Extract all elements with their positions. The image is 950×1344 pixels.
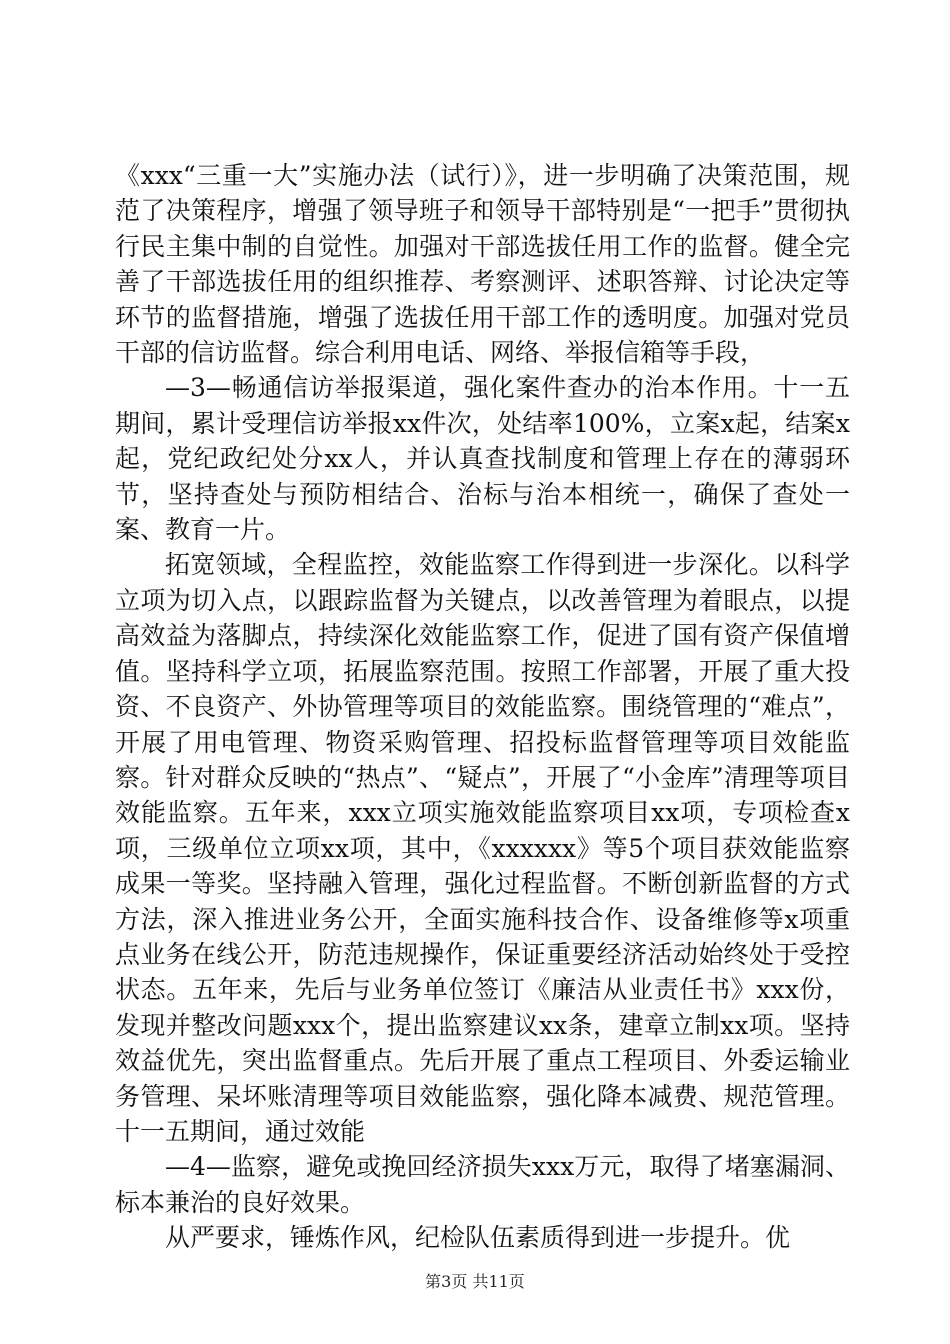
paragraph-2: —3—畅通信访举报渠道，强化案件查办的治本作用。十一五期间，累计受理信访举报xx件次，处结率100%，立案x起，结案x起，党纪政纪处分xx人，并认真查找制度和管理上存在的薄弱环节，坚持查处与预防相结合、治标与治本相统一，确保了查处一案、教育一片。 (115, 373, 850, 545)
paragraph-1: 《xxx“三重一大”实施办法（试行）》，进一步明确了决策范围，规范了决策程序，增强了领导班子和领导干部特别是“一把手”贯彻执行民主集中制的自觉性。加强对干部选拔任用工作的监督。健全完善了干部选拔任用的组织推荐、考察测评、述职答辩、讨论决定等环节的监督措施，增强了选拔任用干部工作的透明度。加强对党员干部的信访监督。综合利用电话、网络、举报信箱等手段， (115, 161, 850, 368)
document-body (115, 158, 850, 1256)
paragraph-4: —4—监察，避免或挽回经济损失xxx万元，取得了堵塞漏洞、标本兼治的良好效果。 (115, 1152, 850, 1217)
page-number-footer: 第3页 共11页 (425, 1272, 525, 1291)
paragraph-3: 拓宽领域，全程监控，效能监察工作得到进一步深化。以科学立项为切入点，以跟踪监督为关键点，以改善管理为着眼点，以提高效益为落脚点，持续深化效能监察工作，促进了国有资产保值增值。坚持科学立项，拓展监察范围。按照工作部署，开展了重大投资、不良资产、外协管理等项目的效能监察。围绕管理的“难点”，开展了用电管理、物资采购管理、招投标监督管理等项目效能监察。针对群众反映的“热点”、“疑点”，开展了“小金库”清理等项目效能监察。五年来，xxx立项实施效能监察项目xx项，专项检查x项，三级单位立项xx项，其中，《xxxxxx》等5个项目获效能监察成果一等奖。坚持融入管理，强化过程监督。不断创新监督的方式方法，深入推进业务公开，全面实施科技合作、设备维修等x项重点业务在线公开，防范违规操作，保证重要经济活动始终处于受控状态。五年来，先后与业务单位签订《廉洁从业责任书》xxx份，发现并整改问题xxx个，提出监察建议xx条，建章立制xx项。坚持效益优先，突出监督重点。先后开展了重点工程项目、外委运输业务管理、呆坏账清理等项目效能监察，强化降本减费、规范管理。十一五期间，通过效能 (115, 550, 850, 1146)
paragraph-5: 从严要求，锤炼作风，纪检队伍素质得到进一步提升。优 (165, 1223, 791, 1253)
